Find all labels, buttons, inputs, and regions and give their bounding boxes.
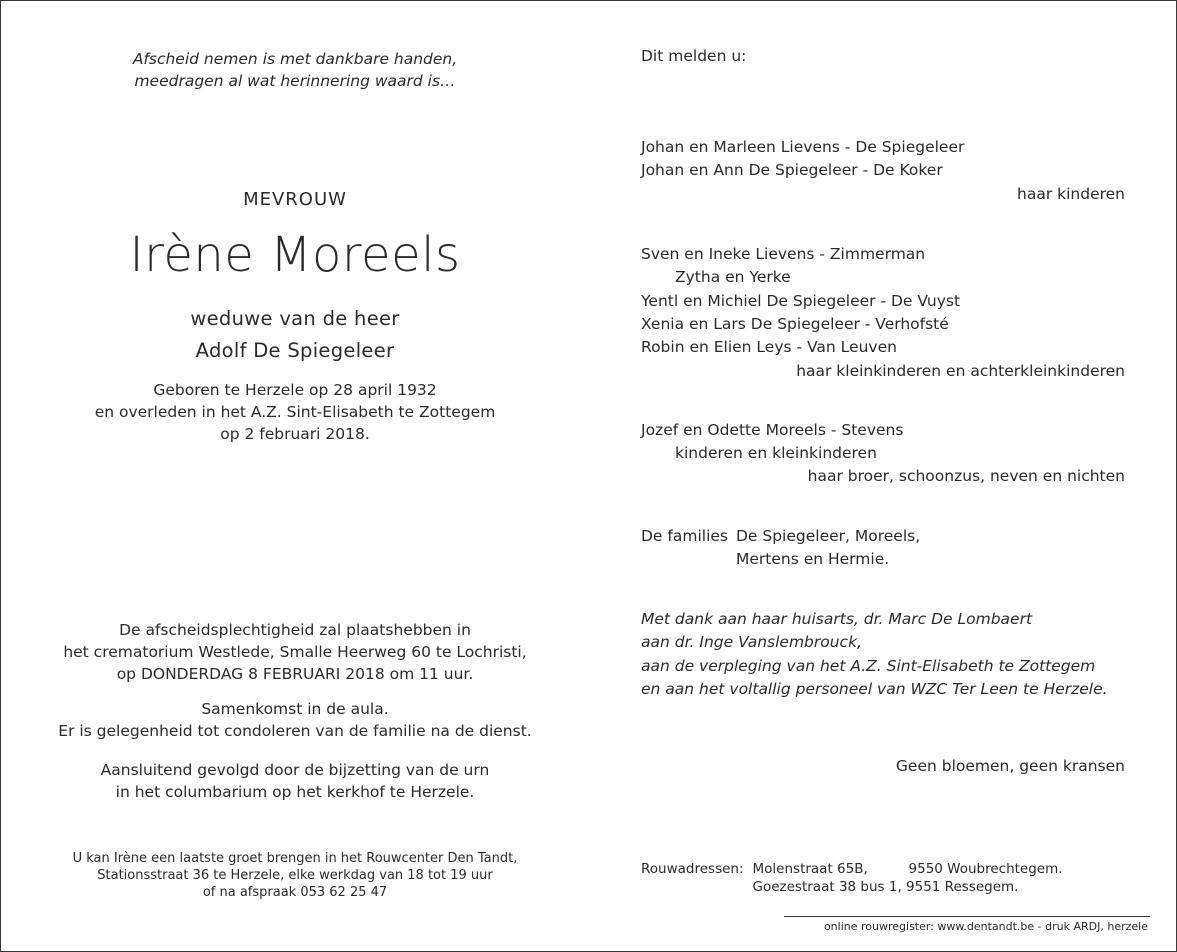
addresses-label: Rouwadressen: — [641, 861, 744, 877]
deceased-name: Irène Moreels — [129, 227, 461, 283]
birth-death-info — [1, 379, 589, 445]
thanks-line: aan de verpleging van het A.Z. Sint-Elisabeth te Zottegem — [641, 656, 1096, 675]
families-prefix: De families — [641, 527, 728, 545]
ceremony-line: De afscheidsplechtigheid zal plaatshebben in — [119, 621, 471, 639]
meeting-info — [1, 698, 589, 742]
ceremony-info — [1, 619, 589, 685]
visit-line: U kan Irène een laatste groet brengen in het Rouwcenter Den Tandt, — [72, 851, 518, 866]
ceremony-line: het crematorium Westlede, Smalle Heerweg 60 te Lochristi, — [63, 643, 527, 661]
families-line: Mertens en Hermie. — [735, 550, 890, 569]
visit-line: Stationsstraat 36 te Herzele, elke werkdag van 18 tot 19 uur — [97, 868, 493, 883]
grandchildren-label: haar kleinkinderen en achterkleinkinderen — [796, 362, 1125, 380]
urn-info — [1, 759, 589, 803]
salutation: MEVROUW — [243, 189, 347, 210]
address-1-city: 9550 Woubrechtegem. — [908, 861, 1063, 877]
address-2: Goezestraat 38 bus 1, 9551 Ressegem. — [752, 879, 1019, 895]
children-list — [641, 136, 964, 183]
addresses-table — [641, 860, 1063, 896]
sibling-label: haar broer, schoonzus, neven en nichten — [807, 467, 1125, 485]
child-entry: Johan en Marleen Lievens - De Spiegeleer — [641, 138, 965, 156]
address-1 — [753, 860, 1063, 878]
sibling-entry: Jozef en Odette Moreels - Stevens — [641, 421, 904, 439]
families-line: De Spiegeleer, Moreels, — [735, 527, 921, 545]
grandchild-entry: Xenia en Lars De Spiegeleer - Verhofsté — [641, 314, 949, 333]
addresses — [641, 860, 1063, 896]
grandchild-entry: Robin en Elien Leys - Van Leuven — [641, 338, 897, 357]
footer-divider — [784, 916, 1150, 917]
grandchildren-list — [641, 243, 960, 359]
intro-text: Dit melden u: — [641, 47, 747, 65]
thanks-line: aan dr. Inge Vanslembrouck, — [641, 633, 862, 652]
urn-line: in het columbarium op het kerkhof te Herzele. — [115, 783, 475, 801]
poem-line: Afscheid nemen is met dankbare handen, — [132, 50, 458, 68]
poem — [1, 48, 589, 92]
thanks-line: Met dank aan haar huisarts, dr. Marc De Lombaert — [641, 610, 1033, 628]
child-entry: Johan en Ann De Spiegeleer - De Koker — [641, 161, 943, 180]
visit-line: of na afspraak 053 62 25 47 — [202, 885, 388, 900]
visit-info — [1, 850, 589, 901]
urn-line: Aansluitend gevolgd door de bijzetting van de urn — [100, 761, 490, 779]
sibling-list — [641, 419, 903, 466]
widow-of — [1, 303, 589, 367]
ceremony-line: op DONDERDAG 8 FEBRUARI 2018 om 11 uur. — [116, 665, 474, 683]
families — [641, 525, 920, 572]
grandchild-entry: Sven en Ineke Lievens - Zimmerman — [641, 245, 926, 263]
grandchild-entry: Yentl en Michiel De Spiegeleer - De Vuyst — [641, 291, 961, 310]
spouse-name: Adolf De Spiegeleer — [195, 339, 395, 362]
children-label: haar kinderen — [1017, 185, 1125, 203]
meeting-line: Samenkomst in de aula. — [201, 700, 389, 718]
widow-line: weduwe van de heer — [190, 307, 400, 330]
sibling-descendants: kinderen en kleinkinderen — [675, 444, 877, 463]
footer-credit: online rouwregister: www.dentandt.be - druk ARDJ, herzele — [823, 920, 1148, 933]
birth-line: Geboren te Herzele op 28 april 1932 — [153, 381, 437, 399]
death-date-line: op 2 februari 2018. — [220, 425, 370, 443]
address-1-street: Molenstraat 65B, — [752, 861, 868, 877]
great-grandchild-entry: Zytha en Yerke — [675, 268, 791, 287]
death-line: en overleden in het A.Z. Sint-Elisabeth te Zottegem — [94, 403, 496, 421]
thanks-line: en aan het voltallig personeel van WZC Ter Leen te Herzele. — [641, 679, 1108, 698]
meeting-line: Er is gelegenheid tot condoleren van de familie na de dienst. — [58, 722, 532, 740]
families-table — [641, 525, 920, 572]
no-flowers: Geen bloemen, geen kransen — [895, 757, 1125, 775]
poem-line: meedragen al wat herinnering waard is… — [134, 72, 456, 90]
thanks — [641, 608, 1108, 701]
